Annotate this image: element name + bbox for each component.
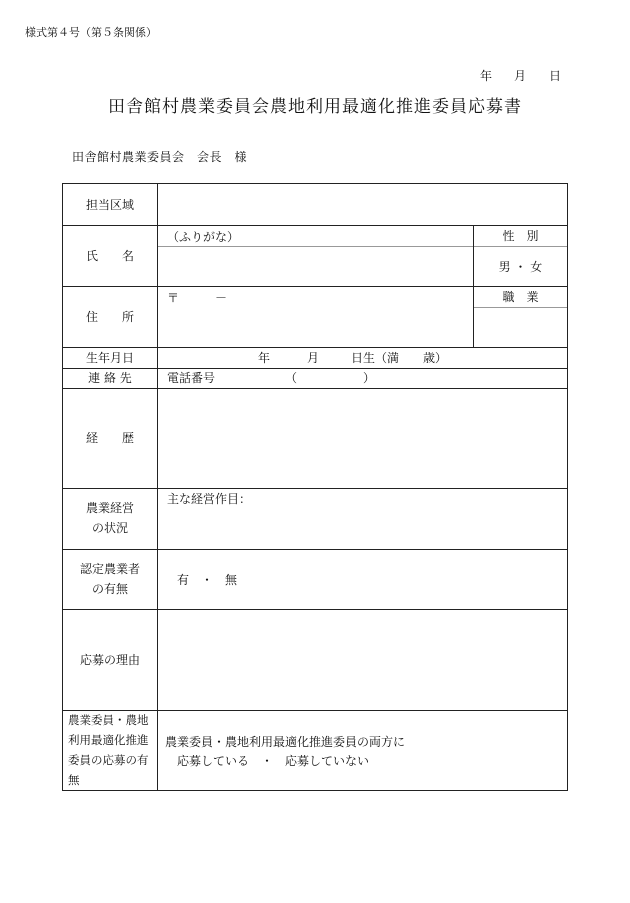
- dual-application-text-line1: 農業委員・農地利用最適化推進委員の両方に: [165, 735, 406, 749]
- dual-application-label-line1: 農業委員・農地: [68, 713, 149, 727]
- dual-application-label-line2: 利用最適化推進: [68, 733, 149, 747]
- occupation-label: 職 業: [502, 290, 539, 304]
- area-field[interactable]: [158, 184, 567, 225]
- name-label: 氏 名: [85, 249, 134, 263]
- addressee: 田舎館村農業委員会 会長 様: [72, 150, 248, 164]
- occupation-field[interactable]: [474, 308, 567, 347]
- birth-day-age-label: 日生（満: [351, 351, 400, 365]
- date-day-label: 日: [549, 69, 562, 83]
- farm-status-field[interactable]: [158, 489, 567, 549]
- phone-paren-close: ）: [363, 371, 376, 385]
- certified-farmer-options[interactable]: 有 ・ 無: [177, 573, 238, 587]
- address-field[interactable]: [158, 287, 473, 347]
- certified-farmer-label-line1: 認定農業者: [79, 562, 140, 576]
- birth-age-unit-label: 歳）: [423, 351, 448, 365]
- career-field[interactable]: [158, 389, 567, 488]
- furigana-field[interactable]: [158, 226, 473, 246]
- farm-status-label-line2: の状況: [91, 521, 128, 535]
- dual-application-label-line4: 無: [68, 773, 80, 787]
- document-title: 田舎館村農業委員会農地利用最適化推進委員応募書: [108, 97, 522, 117]
- application-form-table: [62, 183, 568, 791]
- furigana-label: （ふりがな）: [167, 230, 240, 244]
- birth-date-label: 生年月日: [85, 351, 134, 365]
- postal-code-mark: 〒 －: [167, 291, 228, 305]
- contact-label: 連 絡 先: [88, 371, 132, 385]
- birth-year-label: 年: [258, 351, 271, 365]
- farm-status-label-line1: 農業経営: [85, 501, 134, 515]
- gender-options[interactable]: 男 ・ 女: [498, 260, 543, 274]
- form-number-label: 様式第４号（第５条関係）: [25, 26, 157, 39]
- date-month-label: 月: [514, 69, 527, 83]
- phone-label: 電話番号: [167, 371, 216, 385]
- reason-field[interactable]: [158, 610, 567, 710]
- certified-farmer-label-line2: の有無: [91, 582, 128, 596]
- dual-application-options[interactable]: 応募している ・ 応募していない: [177, 754, 370, 768]
- date-year-label: 年: [480, 69, 493, 83]
- reason-label: 応募の理由: [79, 653, 140, 667]
- birth-month-label: 月: [307, 351, 320, 365]
- name-field[interactable]: [158, 247, 473, 286]
- address-label: 住 所: [85, 310, 134, 324]
- phone-paren-open: （: [285, 371, 298, 385]
- area-label: 担当区域: [85, 198, 134, 212]
- career-label: 経 歴: [85, 431, 134, 445]
- main-crop-label: 主な経営作目：: [167, 492, 252, 506]
- dual-application-label-line3: 委員の応募の有: [68, 753, 149, 767]
- gender-label: 性 別: [502, 229, 539, 243]
